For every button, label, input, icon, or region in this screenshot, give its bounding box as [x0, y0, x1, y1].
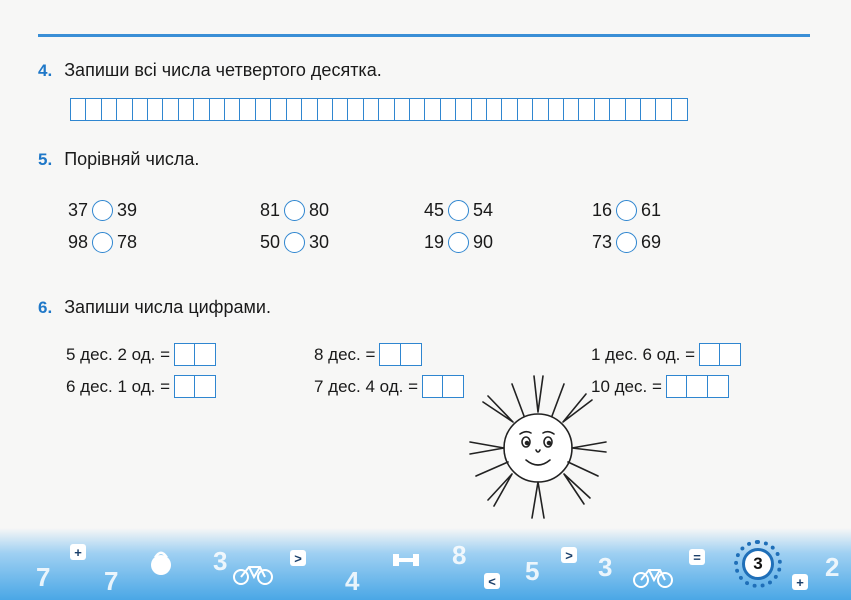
top-divider [38, 34, 810, 37]
decor-digit: 3 [213, 546, 228, 576]
decor-digit: 5 [525, 556, 540, 586]
left-number: 37 [68, 200, 89, 220]
comparison-circle[interactable] [448, 232, 469, 253]
comparison-circle[interactable] [448, 200, 469, 221]
comparison-item [592, 200, 661, 221]
write-item [314, 343, 420, 366]
page-number: 3 [742, 548, 774, 580]
answer-box[interactable] [699, 343, 740, 366]
dumbbell-icon [393, 552, 419, 568]
right-number: 78 [117, 232, 138, 252]
greater-than-icon: > [561, 547, 577, 563]
bicycle-icon [632, 565, 674, 589]
footer-band [0, 528, 851, 600]
decor-digit: 7 [104, 566, 119, 596]
sun-illustration [468, 372, 608, 520]
comparison-item [68, 200, 137, 221]
write-prompt: 10 дес. = [591, 376, 662, 396]
write-item [591, 343, 740, 366]
task-5-heading [38, 149, 199, 170]
left-number: 45 [424, 200, 445, 220]
comparison-item [424, 200, 493, 221]
answer-box[interactable] [666, 375, 727, 398]
task-number: 4. [38, 60, 53, 80]
right-number: 69 [641, 232, 662, 252]
comparison-item [592, 232, 661, 253]
comparison-item [260, 200, 329, 221]
comparison-circle[interactable] [92, 232, 113, 253]
write-prompt: 1 дес. 6 од. = [591, 344, 696, 364]
right-number: 80 [309, 200, 330, 220]
left-number: 19 [424, 232, 445, 252]
comparison-item [260, 232, 329, 253]
left-number: 50 [260, 232, 281, 252]
task-number: 5. [38, 149, 53, 169]
task-title: Порівняй числа. [64, 149, 200, 169]
answer-box[interactable] [379, 343, 420, 366]
comparison-circle[interactable] [92, 200, 113, 221]
write-prompt: 6 дес. 1 од. = [66, 376, 171, 396]
decor-digit: 2 [825, 552, 840, 582]
decor-digit: 7 [36, 562, 51, 592]
write-item [314, 375, 463, 398]
answer-box[interactable] [174, 343, 215, 366]
greater-than-icon: > [290, 550, 306, 566]
decor-digit: 8 [452, 540, 467, 570]
answer-box[interactable] [422, 375, 463, 398]
right-number: 39 [117, 200, 138, 220]
decor-digit: 4 [345, 566, 360, 596]
comparison-item [424, 232, 493, 253]
left-number: 98 [68, 232, 89, 252]
write-item [591, 375, 727, 398]
less-than-icon: < [484, 573, 500, 589]
plus-icon: + [70, 544, 86, 560]
comparison-circle[interactable] [284, 232, 305, 253]
kettlebell-icon [148, 548, 174, 576]
comparison-circle[interactable] [616, 232, 637, 253]
answer-cells-row[interactable] [70, 98, 686, 121]
right-number: 90 [473, 232, 494, 252]
write-item [66, 343, 215, 366]
left-number: 73 [592, 232, 613, 252]
task-4-heading [38, 60, 382, 81]
write-prompt: 5 дес. 2 од. = [66, 344, 171, 364]
task-title: Запиши всі числа четвертого десятка. [64, 60, 382, 80]
decor-digit: 3 [598, 552, 613, 582]
equals-icon: = [689, 549, 705, 565]
task-6-heading [38, 297, 271, 318]
task-number: 6. [38, 297, 53, 317]
comparison-item [68, 232, 137, 253]
answer-cell[interactable] [671, 98, 688, 121]
comparison-circle[interactable] [616, 200, 637, 221]
right-number: 30 [309, 232, 330, 252]
write-prompt: 7 дес. 4 од. = [314, 376, 419, 396]
answer-box[interactable] [174, 375, 215, 398]
plus-icon: + [792, 574, 808, 590]
left-number: 16 [592, 200, 613, 220]
left-number: 81 [260, 200, 281, 220]
write-item [66, 375, 215, 398]
write-prompt: 8 дес. = [314, 344, 376, 364]
right-number: 54 [473, 200, 494, 220]
comparison-circle[interactable] [284, 200, 305, 221]
right-number: 61 [641, 200, 662, 220]
bicycle-icon [232, 562, 274, 586]
task-title: Запиши числа цифрами. [64, 297, 271, 317]
